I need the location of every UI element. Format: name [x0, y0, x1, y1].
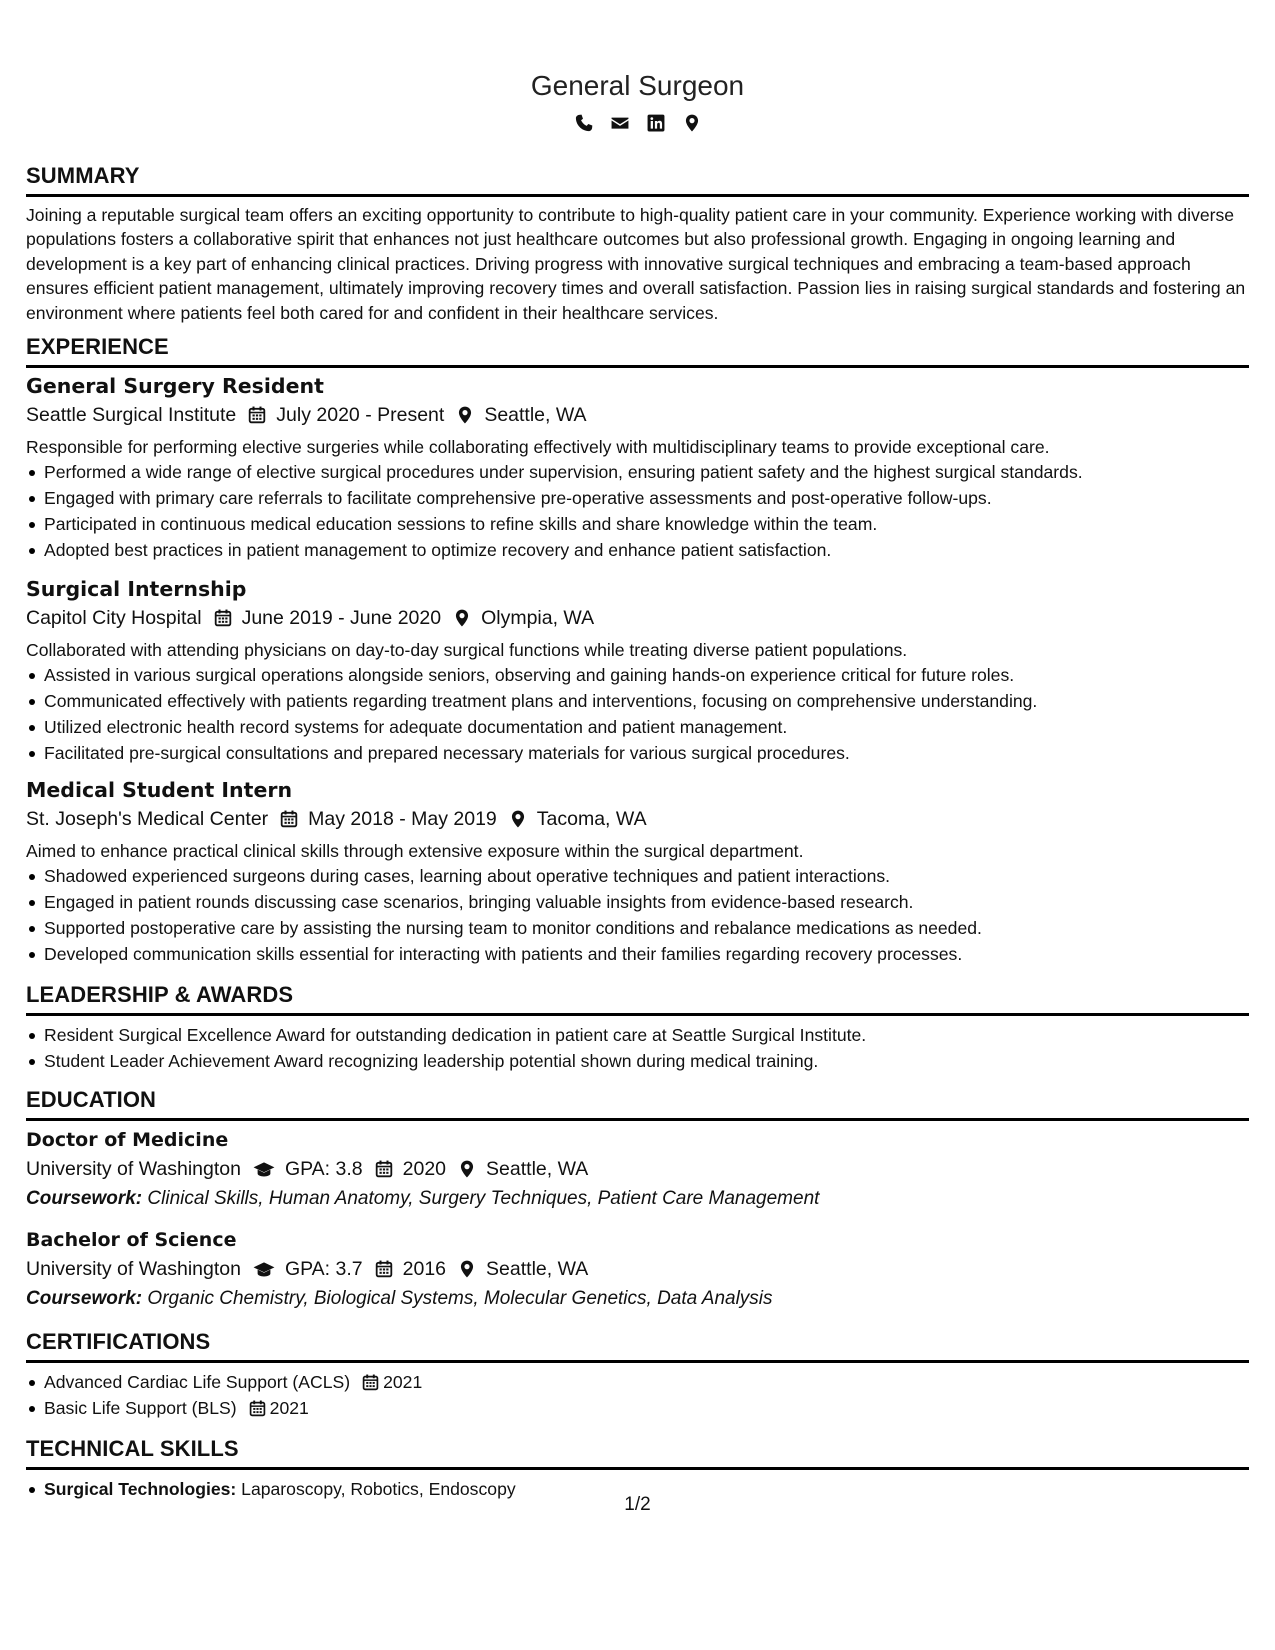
section-divider	[26, 1013, 1249, 1016]
map-marker-icon	[458, 1160, 476, 1178]
section-title: EXPERIENCE	[26, 334, 169, 359]
education-entry	[26, 1120, 1249, 1214]
skills-section	[26, 1435, 1249, 1502]
list-item: Engaged in patient rounds discussing case scenarios, bringing valuable insights from evidence-based research.	[26, 889, 1249, 915]
calendar-icon	[249, 1400, 266, 1417]
job-dates: May 2018 - May 2019	[308, 808, 497, 830]
list-item: Adopted best practices in patient management to optimize recovery and enhance patient satisfaction.	[26, 537, 1249, 563]
leadership-section	[26, 981, 1249, 1074]
school-name: University of Washington	[26, 1258, 241, 1280]
education-entry	[26, 1220, 1249, 1314]
list-item	[26, 1369, 1249, 1395]
map-marker-icon[interactable]	[683, 114, 701, 132]
certification-year: 2021	[383, 1372, 423, 1392]
education-section	[26, 1086, 1249, 1121]
summary-text: Joining a reputable surgical team offers an exciting opportunity to contribute to high-quality patient care in your community. Experience working with diverse populations fosters a collaborative spirit that enhances not just healthcare outcomes but also professional growth. Engaging in ongoing learning and development is a key part of enhancing clinical practices. Driving progress with innovative surgical techniques and embracing a team-based approach ensures efficient patient management, ultimately improving recovery times and overall satisfaction. Passion lies in raising surgical standards and fostering an environment where patients feel both cared for and confident in their healthcare services.	[26, 205, 1246, 323]
school-location: Seattle, WA	[486, 1258, 589, 1280]
job-description: Responsible for performing elective surgeries while collaborating effectively with multidisciplinary teams to provide exceptional care.	[26, 437, 1050, 457]
company-name: Capitol City Hospital	[26, 607, 202, 629]
section-title: EDUCATION	[26, 1087, 157, 1112]
section-title: TECHNICAL SKILLS	[26, 1436, 239, 1461]
list-item: Assisted in various surgical operations alongside seniors, observing and gaining hands-on experience critical for future roles.	[26, 662, 1249, 688]
graduation-cap-icon	[253, 1160, 275, 1178]
section-divider	[26, 1467, 1249, 1470]
education-meta	[26, 1254, 1249, 1284]
job-entry	[26, 366, 1249, 563]
calendar-icon	[362, 1374, 379, 1391]
experience-section	[26, 333, 1249, 368]
job-description: Collaborated with attending physicians on day-to-day surgical functions while treating diverse patient populations.	[26, 640, 908, 660]
company-name: Seattle Surgical Institute	[26, 404, 237, 426]
gpa: GPA: 3.8	[284, 1158, 363, 1180]
calendar-icon	[248, 406, 266, 424]
school-location: Seattle, WA	[486, 1158, 589, 1180]
job-dates: July 2020 - Present	[276, 404, 445, 426]
graduation-year: 2016	[402, 1258, 447, 1280]
education-meta	[26, 1154, 1249, 1184]
coursework-list: Clinical Skills, Human Anatomy, Surgery Techniques, Patient Care Management	[147, 1188, 820, 1209]
map-marker-icon	[458, 1260, 476, 1278]
graduation-cap-icon	[253, 1260, 275, 1278]
calendar-icon	[280, 810, 298, 828]
list-item: Student Leader Achievement Award recognizing leadership potential shown during medical training.	[26, 1048, 1249, 1074]
list-item: Supported postoperative care by assisting the nursing team to monitor conditions and rebalance medications as needed.	[26, 915, 1249, 941]
linkedin-icon[interactable]	[647, 114, 665, 132]
job-meta	[26, 804, 1249, 834]
job-bullets	[26, 662, 1249, 766]
section-title: LEADERSHIP & AWARDS	[26, 982, 294, 1007]
calendar-icon	[214, 609, 232, 627]
list-item: Shadowed experienced surgeons during cases, learning about operative techniques and patient interactions.	[26, 863, 1249, 889]
list-item	[26, 1395, 1249, 1421]
summary-section	[26, 162, 1249, 325]
job-location: Tacoma, WA	[536, 808, 647, 830]
job-location: Seattle, WA	[484, 404, 587, 426]
degree-title: Bachelor of Science	[26, 1229, 237, 1251]
certifications-section	[26, 1328, 1249, 1421]
calendar-icon	[375, 1160, 393, 1178]
list-item: Performed a wide range of elective surgical procedures under supervision, ensuring patient safety and the highest surgical standards.	[26, 459, 1249, 485]
certification-name: Advanced Cardiac Life Support (ACLS)	[44, 1372, 351, 1392]
coursework	[26, 1184, 1249, 1214]
job-dates: June 2019 - June 2020	[241, 607, 442, 629]
school-name: University of Washington	[26, 1158, 241, 1180]
certification-name: Basic Life Support (BLS)	[44, 1398, 237, 1418]
contact-icons	[0, 114, 1275, 132]
company-name: St. Joseph's Medical Center	[26, 808, 269, 830]
list-item: Communicated effectively with patients regarding treatment plans and interventions, focusing on comprehensive understanding.	[26, 688, 1249, 714]
skill-values: Laparoscopy, Robotics, Endoscopy	[241, 1479, 516, 1499]
job-title: Surgical Internship	[26, 577, 247, 601]
map-marker-icon	[509, 810, 527, 828]
job-bullets	[26, 863, 1249, 967]
graduation-year: 2020	[402, 1158, 447, 1180]
job-description: Aimed to enhance practical clinical skills through extensive exposure within the surgical department.	[26, 841, 804, 861]
coursework	[26, 1284, 1249, 1314]
section-title: CERTIFICATIONS	[26, 1329, 211, 1354]
degree-title: Doctor of Medicine	[26, 1129, 229, 1151]
awards-list	[26, 1022, 1249, 1074]
gpa: GPA: 3.7	[284, 1258, 363, 1280]
section-divider	[26, 194, 1249, 197]
list-item: Developed communication skills essential for interacting with patients and their families regarding recovery processes.	[26, 941, 1249, 967]
phone-icon[interactable]	[575, 114, 593, 132]
job-title: General Surgery Resident	[26, 374, 324, 398]
section-title: SUMMARY	[26, 163, 140, 188]
list-item: Engaged with primary care referrals to facilitate comprehensive pre-operative assessments and post-operative follow-ups.	[26, 485, 1249, 511]
coursework-label: Coursework:	[26, 1288, 143, 1309]
certifications-list	[26, 1369, 1249, 1421]
job-bullets	[26, 459, 1249, 563]
section-divider	[26, 1360, 1249, 1363]
list-item: Resident Surgical Excellence Award for outstanding dedication in patient care at Seattle Surgical Institute.	[26, 1022, 1249, 1048]
list-item: Facilitated pre-surgical consultations and prepared necessary materials for various surgical procedures.	[26, 740, 1249, 766]
map-marker-icon	[456, 406, 474, 424]
map-marker-icon	[453, 609, 471, 627]
coursework-list: Organic Chemistry, Biological Systems, Molecular Genetics, Data Analysis	[147, 1288, 773, 1309]
coursework-label: Coursework:	[26, 1188, 143, 1209]
candidate-name: General Surgeon	[530, 70, 745, 101]
certification-year: 2021	[269, 1398, 309, 1418]
calendar-icon	[375, 1260, 393, 1278]
envelope-icon[interactable]	[611, 114, 629, 132]
job-title: Medical Student Intern	[26, 778, 293, 802]
job-entry	[26, 770, 1249, 967]
job-entry	[26, 569, 1249, 766]
job-meta	[26, 400, 1249, 430]
page-number: 1/2	[624, 1494, 651, 1515]
job-location: Olympia, WA	[481, 607, 595, 629]
job-meta	[26, 603, 1249, 633]
list-item: Utilized electronic health record systems for adequate documentation and patient management.	[26, 714, 1249, 740]
list-item: Participated in continuous medical education sessions to refine skills and share knowledge within the team.	[26, 511, 1249, 537]
skill-category: Surgical Technologies:	[44, 1479, 237, 1499]
